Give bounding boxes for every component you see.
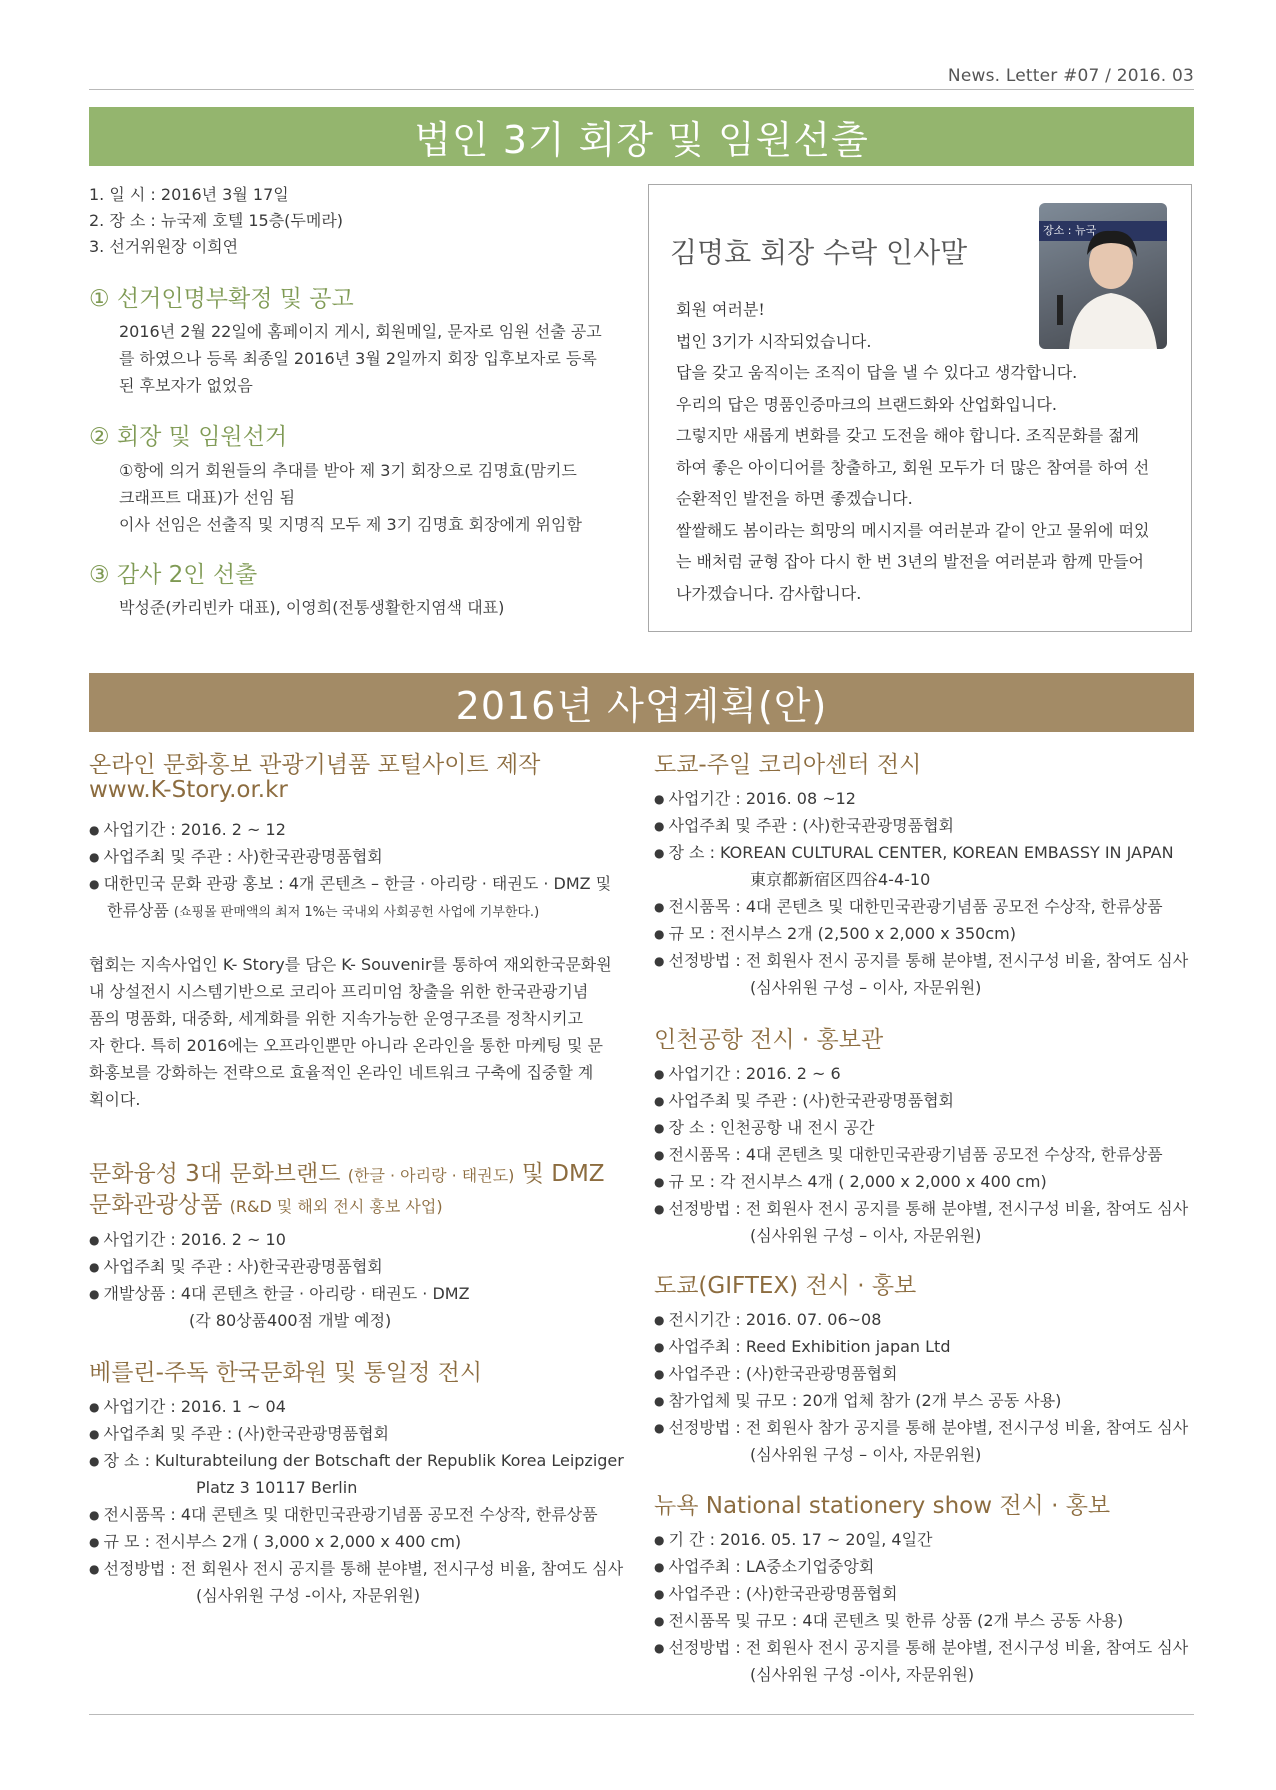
berlin-bullet: ● 선정방법 : 전 회원사 전시 공지를 통해 분야별, 전시구성 비율, 참여도 심사 — [89, 1555, 623, 1584]
berlin-bullet: ● 사업기간 : 2016. 1 ~ 04 — [89, 1393, 286, 1422]
giftex-bullet: ● 전시기간 : 2016. 07. 06~08 — [654, 1306, 881, 1335]
paragraph-line: 품의 명품화, 대중화, 세계화를 위한 지속가능한 운영구조를 정착시키고 — [89, 1009, 583, 1028]
tokyo-cont: 東京都新宿区四谷4-4-10 — [750, 870, 931, 889]
portal-paragraph — [89, 951, 629, 1113]
brand-title — [89, 1155, 605, 1188]
item1-line: 를 하였으나 등록 최종일 2016년 3월 2일까지 회장 입후보자로 등록 — [119, 349, 597, 368]
brand-bullet: ● 사업기간 : 2016. 2 ~ 10 — [89, 1226, 286, 1255]
incheon-bullet: ● 규 모 : 각 전시부스 4개 ( 2,000 x 2,000 x 400 cm) — [654, 1168, 1047, 1197]
newyork-bullet: ● 사업주관 : (사)한국관광명품협회 — [654, 1580, 897, 1609]
berlin-bullet: ● 규 모 : 전시부스 2개 ( 3,000 x 2,000 x 400 cm) — [89, 1528, 461, 1557]
portal-title: 온라인 문화홍보 관광기념품 포털사이트 제작 — [89, 752, 541, 778]
message-line: 그렇지만 새롭게 변화를 갖고 도전을 해야 합니다. 조직문화를 젊게 — [676, 426, 1140, 445]
message-line: 답을 갖고 움직이는 조직이 답을 낼 수 있다고 생각합니다. — [676, 363, 1078, 382]
giftex-title: 도쿄(GIFTEX) 전시 · 홍보 — [654, 1273, 917, 1299]
portal-bullet: ● 대한민국 문화 관광 홍보 : 4개 콘텐츠 – 한글 · 아리랑 · 태권도 · DMZ 및 — [89, 870, 611, 899]
portal-bullet-cont-main: 한류상품 — [107, 901, 169, 920]
message-title: 김명효 회장 수락 인사말 — [670, 236, 968, 269]
info-date: 1. 일 시 : 2016년 3월 17일 — [89, 185, 289, 204]
message-body — [676, 294, 1176, 609]
tokyo-bullet: ● 전시품목 : 4대 콘텐츠 및 대한민국관광기념품 공모전 수상작, 한류상품 — [654, 893, 1163, 922]
info-place: 2. 장 소 : 뉴국제 호텔 15층(두메라) — [89, 211, 344, 230]
item3-heading: ③ 감사 2인 선출 — [89, 562, 258, 588]
item2-line: 크래프트 대표)가 선임 됨 — [119, 488, 296, 507]
incheon-bullet: ● 전시품목 : 4대 콘텐츠 및 대한민국관광기념품 공모전 수상작, 한류상품 — [654, 1141, 1163, 1170]
paragraph-line: 화홍보를 강화하는 전략으로 효율적인 온라인 네트워크 구축에 집중할 계 — [89, 1063, 594, 1082]
giftex-bullet: ● 사업주관 : (사)한국관광명품협회 — [654, 1360, 897, 1389]
paragraph-line: 자 한다. 특히 2016에는 오프라인뿐만 아니라 온라인을 통한 마케팅 및 문 — [89, 1036, 603, 1055]
berlin-title: 베를린-주독 한국문화원 및 통일정 전시 — [89, 1360, 483, 1386]
tokyo-bullet: ● 사업주최 및 주관 : (사)한국관광명품협회 — [654, 812, 954, 841]
portal-bullet-cont — [107, 897, 539, 926]
incheon-title: 인천공항 전시 · 홍보관 — [654, 1027, 884, 1053]
info-chair: 3. 선거위원장 이희연 — [89, 237, 239, 256]
incheon-bullet: ● 장 소 : 인천공항 내 전시 공간 — [654, 1114, 874, 1143]
portal-bullet: ● 사업기간 : 2016. 2 ~ 12 — [89, 816, 286, 845]
portal-bullet-cont-note: (쇼핑몰 판매액의 최저 1%는 국내외 사회공헌 사업에 기부한다.) — [173, 905, 540, 920]
tokyo-bullet: ● 규 모 : 전시부스 2개 (2,500 x 2,000 x 350cm) — [654, 920, 1016, 949]
incheon-bullet: ● 사업주최 및 주관 : (사)한국관광명품협회 — [654, 1087, 954, 1116]
section1-banner: 법인 3기 회장 및 임원선출 — [89, 107, 1194, 166]
tokyo-bullet: ● 사업기간 : 2016. 08 ~12 — [654, 785, 856, 814]
paragraph-line: 획이다. — [89, 1090, 141, 1109]
item2-heading: ② 회장 및 임원선거 — [89, 424, 288, 450]
brand-bullet: ● 개발상품 : 4대 콘텐츠 한글 · 아리랑 · 태권도 · DMZ — [89, 1280, 470, 1309]
message-line: 법인 3기가 시작되었습니다. — [676, 331, 872, 351]
photo-caption: 장소 : 뉴국 — [1039, 221, 1167, 241]
brand-title-small: (한글 · 아리랑 · 태권도) — [347, 1166, 515, 1185]
newyork-cont: (심사위원 구성 -이사, 자문위원) — [750, 1665, 975, 1684]
bottom-rule — [89, 1714, 1194, 1715]
newyork-bullet: ● 전시품목 및 규모 : 4대 콘텐츠 및 한류 상품 (2개 부스 공동 사용) — [654, 1607, 1123, 1636]
section2-banner: 2016년 사업계획(안) — [89, 673, 1194, 732]
tokyo-title: 도쿄-주일 코리아센터 전시 — [654, 752, 922, 778]
item1-line: 된 후보자가 없었음 — [119, 376, 253, 395]
item2-line: 이사 선임은 선출직 및 지명직 모두 제 3기 김명효 회장에게 위임함 — [119, 515, 582, 534]
item3-line: 박성준(카리빈카 대표), 이영희(전통생활한지염색 대표) — [119, 598, 505, 617]
brand-title2-main: 문화관광상품 — [89, 1192, 223, 1218]
tokyo-bullet: ● 장 소 : KOREAN CULTURAL CENTER, KOREAN EMBASSY IN JAPAN — [654, 839, 1174, 868]
message-line: 하여 좋은 아이디어를 창출하고, 회원 모두가 더 많은 참여를 하여 선 — [676, 457, 1150, 477]
brand-title-2 — [89, 1186, 443, 1219]
newyork-bullet: ● 사업주최 : LA중소기업중앙회 — [654, 1553, 874, 1582]
brand-cont: (각 80상품400점 개발 예정) — [189, 1311, 392, 1330]
newyork-bullet: ● 기 간 : 2016. 05. 17 ~ 20일, 4일간 — [654, 1526, 932, 1555]
giftex-bullet: ● 사업주최 : Reed Exhibition japan Ltd — [654, 1333, 950, 1362]
brand-bullet: ● 사업주최 및 주관 : 사)한국관광명품협회 — [89, 1253, 383, 1282]
incheon-bullet: ● 사업기간 : 2016. 2 ~ 6 — [654, 1060, 841, 1089]
tokyo-cont: (심사위원 구성 – 이사, 자문위원) — [750, 978, 982, 997]
message-line: 나가겠습니다. 감사합니다. — [676, 583, 862, 603]
top-rule — [89, 89, 1194, 90]
paragraph-line: 협회는 지속사업인 K- Story를 담은 K- Souvenir를 통하여 재외한국문화원 — [89, 955, 612, 974]
item2-line: ①항에 의거 회원들의 추대를 받아 제 3기 회장으로 김명효(맘키드 — [119, 461, 577, 480]
portal-bullet: ● 사업주최 및 주관 : 사)한국관광명품협회 — [89, 843, 383, 872]
giftex-bullet: ● 선정방법 : 전 회원사 참가 공지를 통해 분야별, 전시구성 비율, 참여도 심사 — [654, 1414, 1188, 1443]
berlin-bullet: ● 장 소 : Kulturabteilung der Botschaft der Republik Korea Leipziger — [89, 1447, 624, 1476]
incheon-cont: (심사위원 구성 – 이사, 자문위원) — [750, 1226, 982, 1245]
item1-heading: ① 선거인명부확정 및 공고 — [89, 286, 354, 312]
message-line: 는 배처럼 균형 잡아 다시 한 번 3년의 발전을 여러분과 함께 만들어 — [676, 552, 1144, 571]
incheon-bullet: ● 선정방법 : 전 회원사 전시 공지를 통해 분야별, 전시구성 비율, 참여도 심사 — [654, 1195, 1188, 1224]
message-line: 순환적인 발전을 하면 좋겠습니다. — [676, 489, 913, 508]
berlin-bullet: ● 사업주최 및 주관 : (사)한국관광명품협회 — [89, 1420, 389, 1449]
newyork-bullet: ● 선정방법 : 전 회원사 전시 공지를 통해 분야별, 전시구성 비율, 참여도 심사 — [654, 1634, 1188, 1663]
paragraph-line: 내 상설전시 시스템기반으로 코리아 프리미엄 창출을 위한 한국관광기념 — [89, 982, 589, 1001]
berlin-bullet: ● 전시품목 : 4대 콘텐츠 및 대한민국관광기념품 공모전 수상작, 한류상품 — [89, 1501, 598, 1530]
berlin-cont: Platz 3 10117 Berlin — [196, 1478, 358, 1497]
giftex-bullet: ● 참가업체 및 규모 : 20개 업체 참가 (2개 부스 공동 사용) — [654, 1387, 1061, 1416]
tokyo-bullet: ● 선정방법 : 전 회원사 전시 공지를 통해 분야별, 전시구성 비율, 참여도 심사 — [654, 947, 1188, 976]
newyork-title: 뉴욕 National stationery show 전시 · 홍보 — [654, 1493, 1111, 1519]
message-line: 회원 여러분! — [676, 300, 765, 319]
giftex-cont: (심사위원 구성 – 이사, 자문위원) — [750, 1445, 982, 1464]
brand-title-main: 문화융성 3대 문화브랜드 — [89, 1161, 341, 1187]
message-line: 우리의 답은 명품인증마크의 브랜드화와 산업화입니다. — [676, 394, 1057, 414]
brand-title-end: 및 DMZ — [521, 1161, 605, 1187]
portal-url: www.K-Story.or.kr — [89, 777, 288, 803]
item1-line: 2016년 2월 22일에 홈페이지 게시, 회원메일, 문자로 임원 선출 공고 — [119, 322, 602, 341]
message-line: 쌀쌀해도 봄이라는 희망의 메시지를 여러분과 같이 안고 물위에 떠있 — [676, 520, 1150, 540]
berlin-cont: (심사위원 구성 -이사, 자문위원) — [196, 1586, 421, 1605]
brand-title2-small: (R&D 및 해외 전시 홍보 사업) — [229, 1197, 443, 1216]
newsletter-id: News. Letter #07 / 2016. 03 — [947, 66, 1194, 86]
